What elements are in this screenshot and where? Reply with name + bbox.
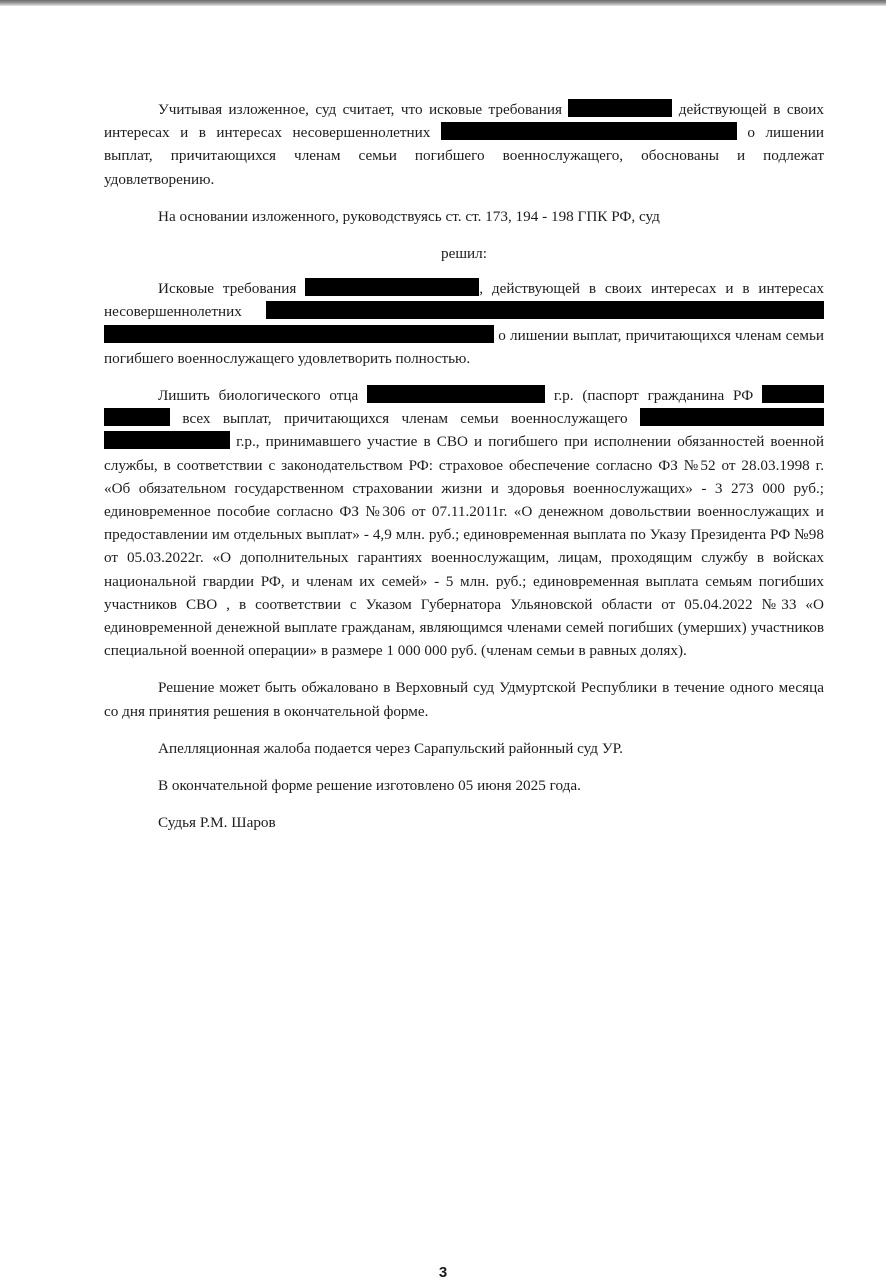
paragraph-reasoning: Учитывая изложенное, суд считает, что исковые требования действующей в своих интересах и в интересах несовершеннолетних о лишении выплат, причитающихся членам семьи погибшего военнослужащего, обоснованы и подлежат удовлетворению.	[104, 101, 825, 188]
document-page	[104, 98, 824, 834]
redaction-block	[568, 99, 672, 117]
redaction-block	[104, 431, 230, 449]
paragraph-appeal-right: Решение может быть обжаловано в Верховный суд Удмуртской Республики в течение одного месяца со дня принятия решения в окончательной форме.	[104, 679, 824, 720]
redaction-block	[762, 385, 824, 403]
paragraph-deprivation-of-payments: Лишить биологического отца г.р. (паспорт гражданина РФ всех выплат, причитающихся членам семьи военнослужащего г.р., принимавшего участие в СВО и погибшего при исполнении обязанностей военной службы, в соответствии с законодательством РФ: страховое обеспечение согласно ФЗ №52 от 28.03.1998 г. «Об обязательном государственном страховании жизни и здоровья военнослужащих» - 3 273 000 руб.; единовременное пособие согласно ФЗ №306 от 07.11.2011г. «О денежном довольствии военнослужащих и предоставлении им отдельных выплат» - 4,9 млн. руб.; единовременная выплата по Указу Президента РФ №98 от 05.03.2022г. «О дополнительных гарантиях военнослужащим, лицам, проходящим службу в войсках национальной гвардии РФ, и членам их семей» - 5 млн. руб.; единовременная выплата семьям погибших участников СВО , в соответствии с Указом Губернатора Ульяновской области от 05.04.2022 №33 «О единовременной денежной выплате гражданам, являющимся членами семей погибших (умерших) участников специальной военной операции» в размере 1 000 000 руб. (членам семьи в равных долях).	[104, 387, 824, 660]
redaction-block	[305, 278, 479, 296]
page-number: 3	[438, 1264, 448, 1281]
paragraph-legal-basis: На основании изложенного, руководствуясь ст. ст. 173, 194 - 198 ГПК РФ, суд	[158, 207, 660, 225]
redaction-block	[104, 408, 170, 426]
judge-signature-line: Судья Р.М. Шаров	[158, 814, 276, 832]
paragraph-final-form-date: В окончательной форме решение изготовлено 05 июня 2025 года.	[158, 777, 581, 795]
redaction-block	[441, 122, 737, 140]
decision-heading: решил:	[441, 245, 487, 263]
paragraph-appeal-procedure: Апелляционная жалоба подается через Сарапульский районный суд УР.	[158, 739, 623, 757]
paragraph-claims-satisfied: Исковые требования , действующей в своих интересах и в интересах несовершеннолетних о лишении выплат, причитающихся членам семьи погибшего военнослужащего удовлетворить полностью.	[104, 280, 825, 367]
scan-top-edge	[0, 0, 886, 6]
redaction-block	[367, 385, 545, 403]
redaction-block	[104, 325, 494, 343]
redaction-block	[266, 301, 824, 319]
redaction-block	[640, 408, 824, 426]
